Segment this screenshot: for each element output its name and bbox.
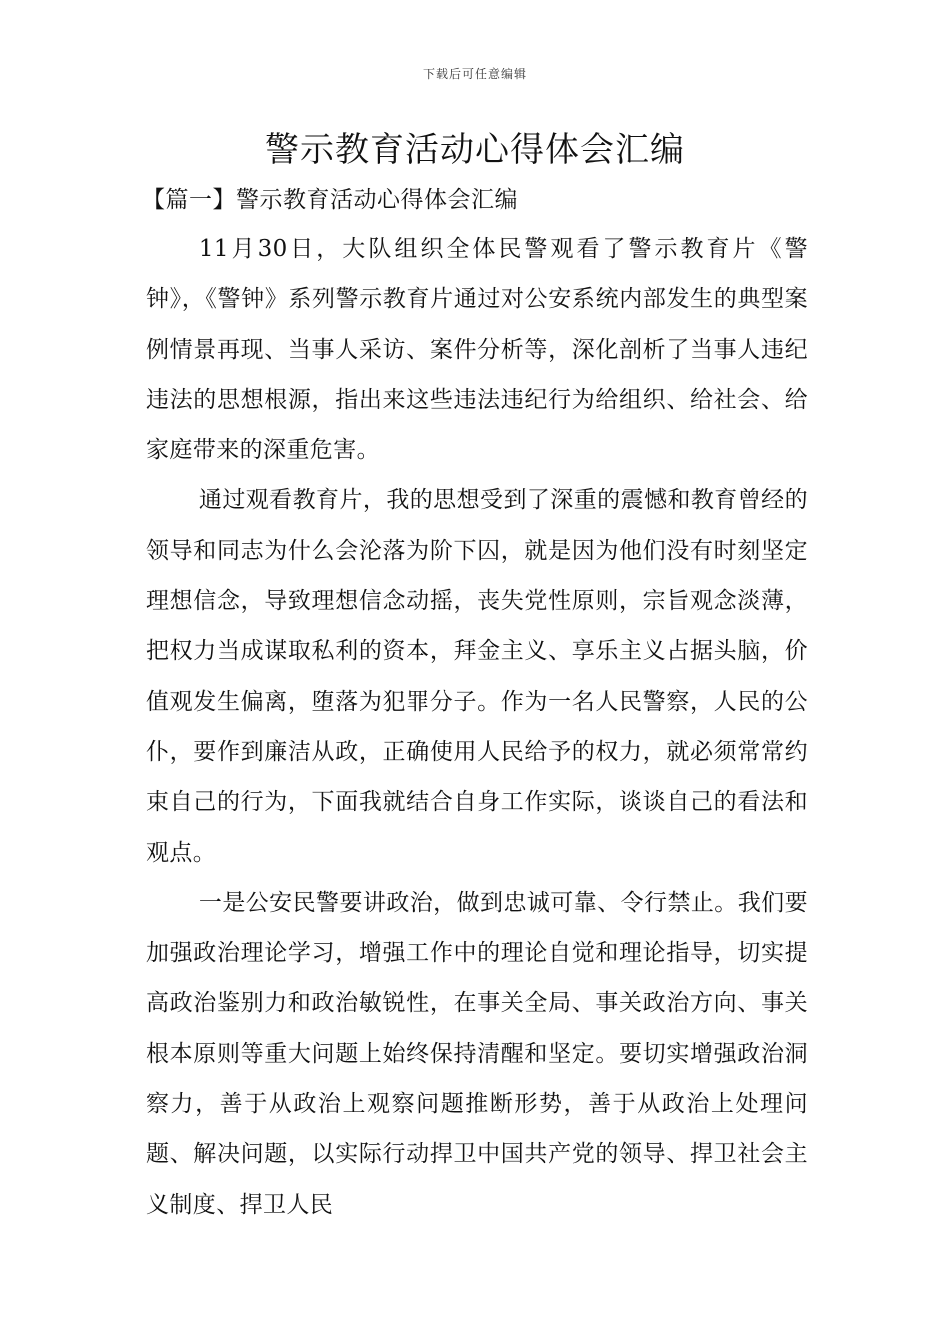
document-title: 警示教育活动心得体会汇编: [265, 130, 685, 170]
header-note: 下载后可任意编辑: [422, 67, 527, 81]
section-heading: 【篇一】警示教育活动心得体会汇编: [142, 187, 518, 213]
paragraph-2: 通过观看教育片，我的思想受到了深重的震憾和教育曾经的领导和同志为什么会沦落为阶下囚，就是因为他们没有时刻坚定理想信念，导致理想信念动摇，丧失党性原则，宗旨观念淡薄，把权力当成谋取私利的资本，拜金主义、享乐主义占据头脑，价值观发生偏离，堕落为犯罪分子。作为一名人民警察，人民的公仆，要作到廉洁从政，正确使用人民给予的权力，就必须常常约束自己的行为，下面我就结合自身工作实际，谈谈自己的看法和观点。: [146, 487, 808, 866]
paragraph-1: 11月30日，大队组织全体民警观看了警示教育片《警钟》，《警钟》系列警示教育片通过对公安系统内部发生的典型案例情景再现、当事人采访、案件分析等，深化剖析了当事人违纪违法的思想根源，指出来这些违法违纪行为给组织、给社会、给家庭带来的深重危害。: [146, 236, 808, 464]
paragraph-3: 一是公安民警要讲政治，做到忠诚可靠、令行禁止。我们要加强政治理论学习，增强工作中的理论自觉和理论指导，切实提高政治鉴别力和政治敏锐性，在事关全局、事关政治方向、事关根本原则等重大问题上始终保持清醒和坚定。要切实增强政治洞察力，善于从政治上观察问题推断形势，善于从政治上处理问题、解决问题，以实际行动捍卫中国共产党的领导、捍卫社会主义制度、捍卫人民: [146, 889, 808, 1218]
document-body: [142, 176, 808, 1230]
